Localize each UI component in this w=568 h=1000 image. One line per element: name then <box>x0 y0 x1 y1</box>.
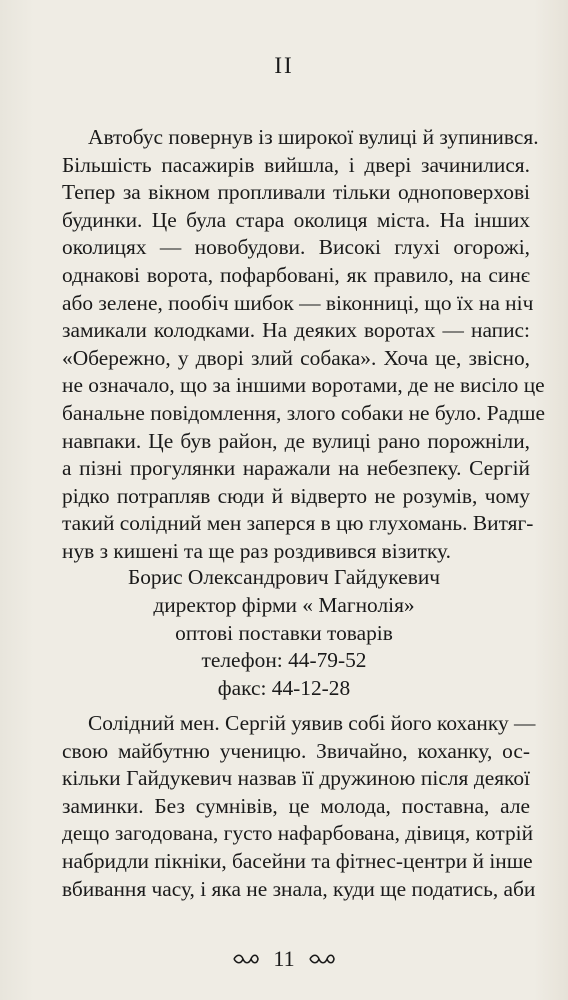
card-activity: оптові поставки товарів <box>175 620 393 645</box>
card-phone: телефон: 44-79-52 <box>201 648 367 673</box>
text-line: Більшість пасажирів вийшла, і двері зачинилися. <box>62 152 530 177</box>
text-line: Солідний мен. Сергій уявив собі його коханку — <box>88 711 536 735</box>
card-name: Борис Олександрович Гайдукевич <box>127 565 441 589</box>
text-line: кільки Гайдукевич назвав її дружиною після деякої <box>62 766 530 791</box>
chapter-number: II <box>274 53 294 78</box>
text-line: навпаки. Це був район, де вулиці рано порожніли, <box>62 428 530 453</box>
card-fax: факс: 44-12-28 <box>217 676 351 701</box>
page-footer <box>0 944 568 972</box>
text-line: або зелене, пообіч шибок — віконниці, що їх на ніч <box>62 290 534 315</box>
business-card <box>0 564 568 703</box>
paragraph-1 <box>62 124 545 566</box>
text-line: набридли пікніки, басейни та фітнес-центри й інше <box>62 848 533 873</box>
text-line: нув з кишені та ще раз роздивився візитку. <box>62 538 451 563</box>
text-line: банальне повідомлення, злого собаки не було. Радше <box>62 400 545 425</box>
text-line: вбивання часу, і яка не знала, куди ще податись, аби <box>62 876 536 901</box>
text-line: «Обережно, у дворі злий собака». Хоча це, звісно, <box>62 345 530 370</box>
page-number: 11 <box>273 945 295 971</box>
flourish-ornament-icon <box>232 951 260 967</box>
text-line: дещо загодована, густо нафарбована, дівиця, котрій <box>62 821 534 846</box>
text-line: не означало, що за іншими воротами, де не висіло це <box>62 373 545 398</box>
text-line: замикали колодками. На деяких воротах — напис: <box>62 318 530 343</box>
text-line: будинки. Це була стара околиця міста. На інших <box>62 207 530 232</box>
text-line: заминки. Без сумнівів, це молода, поставна, але <box>62 793 530 818</box>
text-line: однакові ворота, пофарбовані, як правило, на синє <box>62 262 530 287</box>
text-line: такий солідний мен заперся в цю глухомань. Витяг- <box>62 511 534 536</box>
text-line: Тепер за вікном пропливали тільки одноповерхові <box>62 180 530 205</box>
paragraph-2 <box>62 710 536 903</box>
flourish-ornament-icon <box>308 951 336 967</box>
card-position: директор фірми « Магнолія» <box>153 592 415 617</box>
text-line: Автобус повернув із широкої вулиці й зупинився. <box>88 125 539 149</box>
text-line: рідко потрапляв сюди й відверто не розумів, чому <box>62 483 530 508</box>
text-line: околицях — новобудови. Високі глухі огорожі, <box>62 235 530 260</box>
text-line: свою майбутню ученицю. Звичайно, коханку, ос- <box>62 738 530 763</box>
text-line: а пізні прогулянки наражали на небезпеку. Сергій <box>62 456 530 481</box>
